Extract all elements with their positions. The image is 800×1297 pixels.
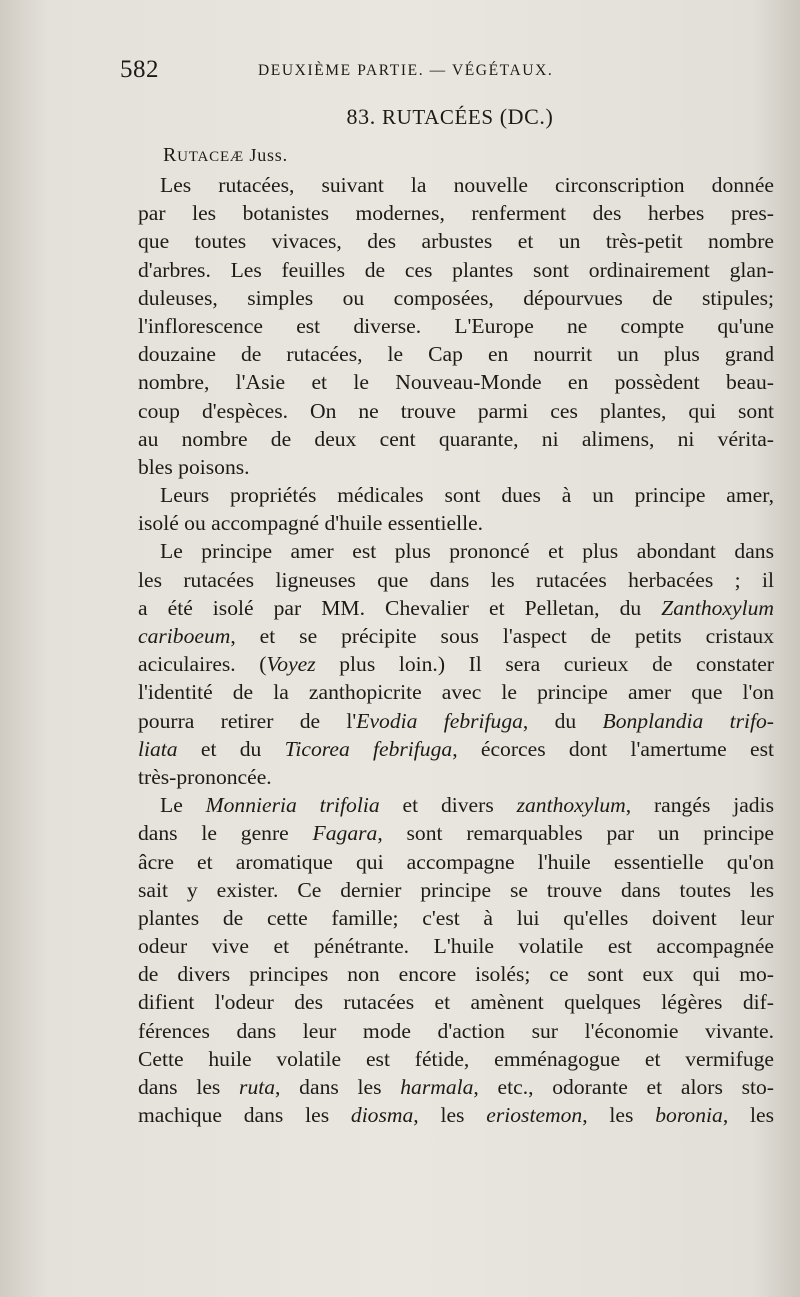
text-segment: nombre, l'Asie et le Nouveau-Monde en possèdent beau- [138,370,774,395]
text-line [138,791,774,819]
text-segment: , etc., odorante et alors sto- [473,1075,774,1099]
text-segment: douzaine de rutacées, le Cap en nourrit un plus grand [138,342,774,367]
text-segment: Cette huile volatile est fétide, emménagogue et vermifuge [138,1046,774,1071]
section-number: 83. [346,104,376,129]
text-segment: coup d'espèces. On ne trouve parmi ces plantes, qui sont [138,398,774,423]
running-head [120,56,770,86]
italic-term: Voyez [266,652,316,677]
text-segment: Leurs propriétés médicales sont dues à un principe amer, [160,483,774,508]
text-line [138,425,774,453]
text-line [138,509,774,537]
text-line [138,678,774,706]
text-line [138,622,774,650]
text-segment: , dans les [275,1075,401,1099]
text-segment: âcre et aromatique qui accompagne l'huile essentielle qu'on [138,849,774,874]
text-line [138,848,774,876]
text-line [138,960,774,988]
text-segment: , du [522,708,603,733]
text-segment: d'arbres. Les feuilles de ces plantes sont ordinairement glan- [138,257,774,282]
text-line [138,735,774,763]
text-segment: les rutacées ligneuses que dans les rutacées herbacées ; il [138,567,774,592]
running-title: DEUXIÈME PARTIE. — VÉGÉTAUX. [258,62,554,79]
italic-term: Ticorea febrifuga [284,736,453,761]
text-segment: , les [413,1103,487,1128]
text-segment: , rangés jadis [625,793,774,818]
text-segment: duleuses, simples ou composées, dépourvues de stipules; [138,285,774,310]
text-segment: bles poisons. [138,454,250,479]
text-segment: , sont remarquables par un principe [377,821,774,846]
text-line [138,537,774,565]
text-line [138,594,774,622]
text-line [138,171,774,199]
text-line [138,1101,774,1129]
text-segment: férences dans leur mode d'action sur l'économie vivante. [138,1018,774,1043]
text-segment: isolé ou accompagné d'huile essentielle. [138,511,484,536]
italic-term: Zanthoxylum [661,595,774,620]
text-segment: machique dans les [138,1103,351,1128]
text-line [138,763,774,791]
italic-term: harmala [400,1075,474,1099]
text-segment: , et se précipite sous l'aspect de petits cristaux [230,624,774,648]
text-segment: sait y exister. Ce dernier principe se trouve dans toutes les [138,877,774,902]
text-segment: , les [582,1103,656,1128]
text-line [138,876,774,904]
italic-term: Bonplandia trifo- [602,708,774,733]
text-line [138,481,774,509]
text-line [138,650,774,678]
italic-term: Fagara [312,821,378,846]
italic-term: liata [138,736,178,761]
text-segment: pourra retirer de l' [138,708,357,733]
family-name-rest: UTACEÆ [177,149,245,165]
page-number: 582 [120,56,159,83]
text-segment: très-prononcée. [138,764,272,789]
text-line [138,988,774,1016]
text-line [138,1045,774,1073]
section-title: RUTACÉES [381,105,494,129]
text-segment: et divers [379,793,517,818]
text-segment: difient l'odeur des rutacées et amènent quelques légères dif- [138,990,774,1015]
text-segment: , les [722,1103,774,1128]
text-segment: par les botanistes modernes, renferment des herbes pres- [138,201,774,226]
text-line [138,707,774,735]
text-line [138,199,774,227]
text-segment: , écorces dont l'amertume est [452,736,774,761]
text-segment: que toutes vivaces, des arbustes et un très-petit nombre [138,229,774,254]
section-heading [0,104,800,130]
text-line [138,312,774,340]
text-segment: l'identité de la zanthopicrite avec le principe amer que l'on [138,680,774,705]
text-segment: l'inflorescence est diverse. L'Europe ne compte qu'une [138,313,774,338]
text-segment: dans le genre [138,821,313,846]
text-segment: et du [177,736,285,761]
text-line [138,904,774,932]
section-abbrev: (DC.) [499,104,554,129]
italic-term: zanthoxylum [516,793,626,818]
family-initial: R [163,144,178,166]
text-segment: de divers principes non encore isolés; ce sont eux qui mo- [138,962,774,987]
text-line [138,256,774,284]
text-line [138,932,774,960]
italic-term: cariboeum [138,624,231,648]
text-line [138,284,774,312]
italic-term: eriostemon [486,1103,583,1128]
text-line [138,397,774,425]
text-line [138,1073,774,1101]
text-line [138,227,774,255]
text-segment: a été isolé par MM. Chevalier et Pelletan, du [138,595,662,620]
body-text [138,171,774,1129]
italic-term: Evodia febrifuga [356,708,523,733]
text-segment: dans les [138,1075,240,1099]
text-segment: plantes de cette famille; c'est à lui qu'elles doivent leur [138,905,774,930]
text-line [138,453,774,481]
italic-term: boronia [655,1103,723,1128]
text-segment: Le principe amer est plus prononcé et plus abondant dans [160,539,774,564]
text-segment: odeur vive et pénétrante. L'huile volatile est accompagnée [138,934,774,959]
italic-term: Monnieria trifolia [205,793,380,818]
text-segment: Le [160,793,206,818]
text-line [138,819,774,847]
text-segment: au nombre de deux cent quarante, ni alimens, ni vérita- [138,426,774,451]
authority: Juss. [249,145,288,165]
family-authority [163,144,288,167]
text-segment: plus loin.) Il sera curieux de constater [315,652,774,677]
text-line [138,340,774,368]
text-segment: Les rutacées, suivant la nouvelle circonscription donnée [160,173,774,197]
italic-term: ruta [239,1075,276,1099]
text-line [138,368,774,396]
text-line [138,1017,774,1045]
italic-term: diosma [350,1103,414,1128]
text-line [138,566,774,594]
text-segment: aciculaires. ( [138,652,267,677]
